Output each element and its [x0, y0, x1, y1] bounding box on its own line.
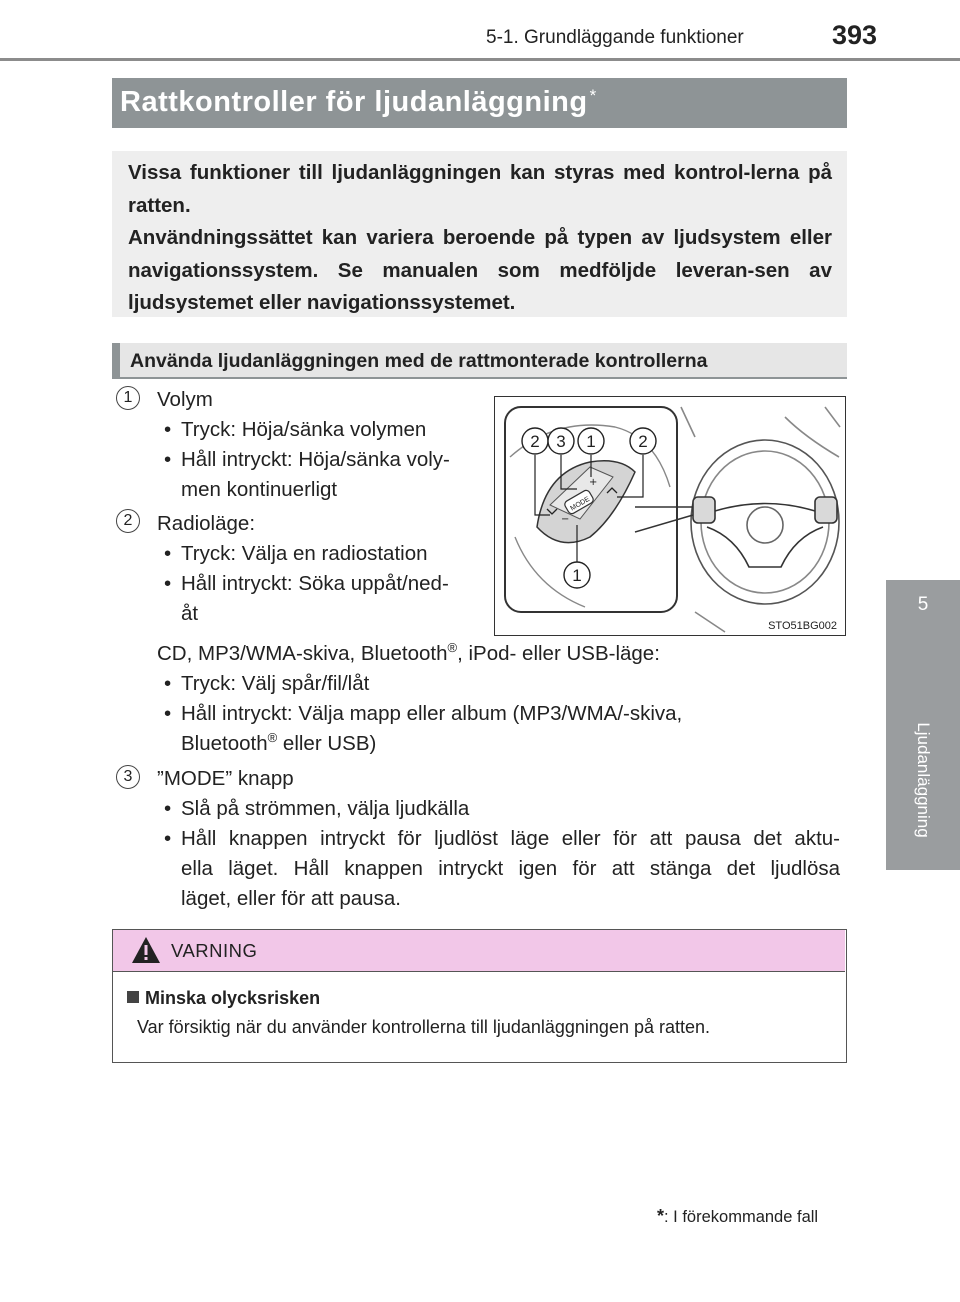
- footnote-marker: *: [657, 1206, 665, 1226]
- header-divider: [0, 58, 960, 61]
- chapter-title: 5-1. Grundläggande funktioner: [486, 27, 744, 48]
- item-2-bullet-2-cont: åt: [181, 602, 199, 625]
- volume-down-icon: −: [561, 514, 570, 525]
- callout-label: 1: [586, 432, 596, 451]
- warning-box: [112, 929, 847, 1063]
- item-number-1: 1: [116, 386, 140, 410]
- item-1-bullet-2: Håll intryckt: Höja/sänka voly-: [181, 448, 450, 471]
- item-2-subtitle: [157, 638, 660, 669]
- side-tab-label: Ljudanläggning: [914, 722, 933, 838]
- bullet-dot: •: [164, 542, 172, 565]
- item-2-bullet-2: Håll intryckt: Söka uppåt/ned-: [181, 572, 449, 595]
- page-title-text: Rattkontroller för ljudanläggning: [120, 86, 588, 118]
- section-heading-bar: [112, 343, 847, 379]
- item-3-bullet-2-end: läget, eller för att pausa.: [181, 887, 401, 910]
- item-3-bullet-2: Håll knappen intryckt för ljudlöst läge eller för att pausa det aktu-: [181, 827, 840, 850]
- bullet-dot: •: [164, 572, 172, 595]
- warning-subtitle: [127, 988, 320, 1009]
- callout-label: 2: [530, 432, 540, 451]
- registered-mark: ®: [447, 640, 458, 656]
- item-2-sub-bullet-1: Tryck: Välj spår/fil/låt: [181, 672, 370, 695]
- warning-title: VARNING: [171, 940, 258, 961]
- page-number: 393: [832, 20, 878, 50]
- item-3-bullet-2-cont: ella läget. Håll knappen intryckt igen för att stänga det ljudlösa: [181, 857, 840, 880]
- item-2-sub-bullet-2: Håll intryckt: Välja mapp eller album (MP3/WMA/-skiva,: [181, 702, 683, 725]
- bullet-dot: •: [164, 418, 172, 441]
- item-2-subtitle-a: CD, MP3/WMA-skiva, Bluetooth: [157, 642, 448, 665]
- side-tab-number: 5: [917, 594, 929, 615]
- mode-button-label: MODE: [569, 495, 592, 513]
- item-3-bullet-1: Slå på strömmen, välja ljudkälla: [181, 797, 470, 820]
- item-2-subtitle-b: , iPod- eller USB-läge:: [457, 642, 660, 665]
- bullet-dot: •: [164, 702, 172, 725]
- figure-code: STO51BG002: [768, 620, 837, 632]
- item-1-title: Volym: [157, 388, 213, 411]
- warning-header: [113, 930, 845, 972]
- square-bullet-icon: [127, 991, 139, 1003]
- item-2-title: Radioläge:: [157, 512, 256, 535]
- warning-triangle-icon: [131, 936, 161, 964]
- registered-mark: ®: [267, 730, 278, 746]
- title-banner: [112, 78, 847, 128]
- item-1-bullet-1: Tryck: Höja/sänka volymen: [181, 418, 427, 441]
- title-footnote-marker: *: [589, 86, 597, 105]
- callout-label: 2: [638, 432, 648, 451]
- volume-up-icon: +: [589, 477, 598, 488]
- page-title: [120, 86, 597, 119]
- bullet-dot: •: [164, 672, 172, 695]
- chapter-side-tab: [886, 580, 960, 870]
- footnote-text: : I förekommande fall: [664, 1208, 819, 1226]
- item-1-bullet-2-cont: men kontinuerligt: [181, 478, 338, 501]
- intro-paragraph-2: Användningssättet kan variera beroende på typen av ljudsystem eller navigationssystem. Se manualen som medföljde leveran-sen av ljudsystemet eller navigationssystemet.: [128, 226, 832, 314]
- item-number-3: 3: [116, 765, 140, 789]
- item-2-sub-bullet-2-cont: [181, 728, 376, 759]
- bullet-dot: •: [164, 827, 172, 850]
- section-heading: Använda ljudanläggningen med de rattmonterade kontrollerna: [130, 350, 708, 372]
- item-2-bullet-1: Tryck: Välja en radiostation: [181, 542, 428, 565]
- callout-label: 3: [556, 432, 566, 451]
- footnote: [657, 1206, 818, 1227]
- warning-text: Var försiktig när du använder kontrollerna till ljudanläggningen på ratten.: [137, 1017, 711, 1037]
- intro-box: [112, 151, 847, 317]
- steering-wheel-illustration: [495, 397, 844, 634]
- bullet-dot: •: [164, 448, 172, 471]
- item-3-title: ”MODE” knapp: [157, 767, 294, 790]
- bluetooth-suffix: eller USB): [277, 732, 377, 755]
- steering-wheel: [681, 407, 840, 632]
- intro-paragraph-1: Vissa funktioner till ljudanläggningen kan styras med kontrol-lerna på ratten.: [128, 161, 832, 217]
- callout-label: 1: [572, 566, 582, 585]
- bullet-dot: •: [164, 797, 172, 820]
- item-number-2: 2: [116, 509, 140, 533]
- warning-subtitle-text: Minska olycksrisken: [145, 988, 321, 1008]
- steering-controls-figure: [494, 396, 846, 636]
- bluetooth-text: Bluetooth: [181, 732, 268, 755]
- page-header: [0, 0, 960, 64]
